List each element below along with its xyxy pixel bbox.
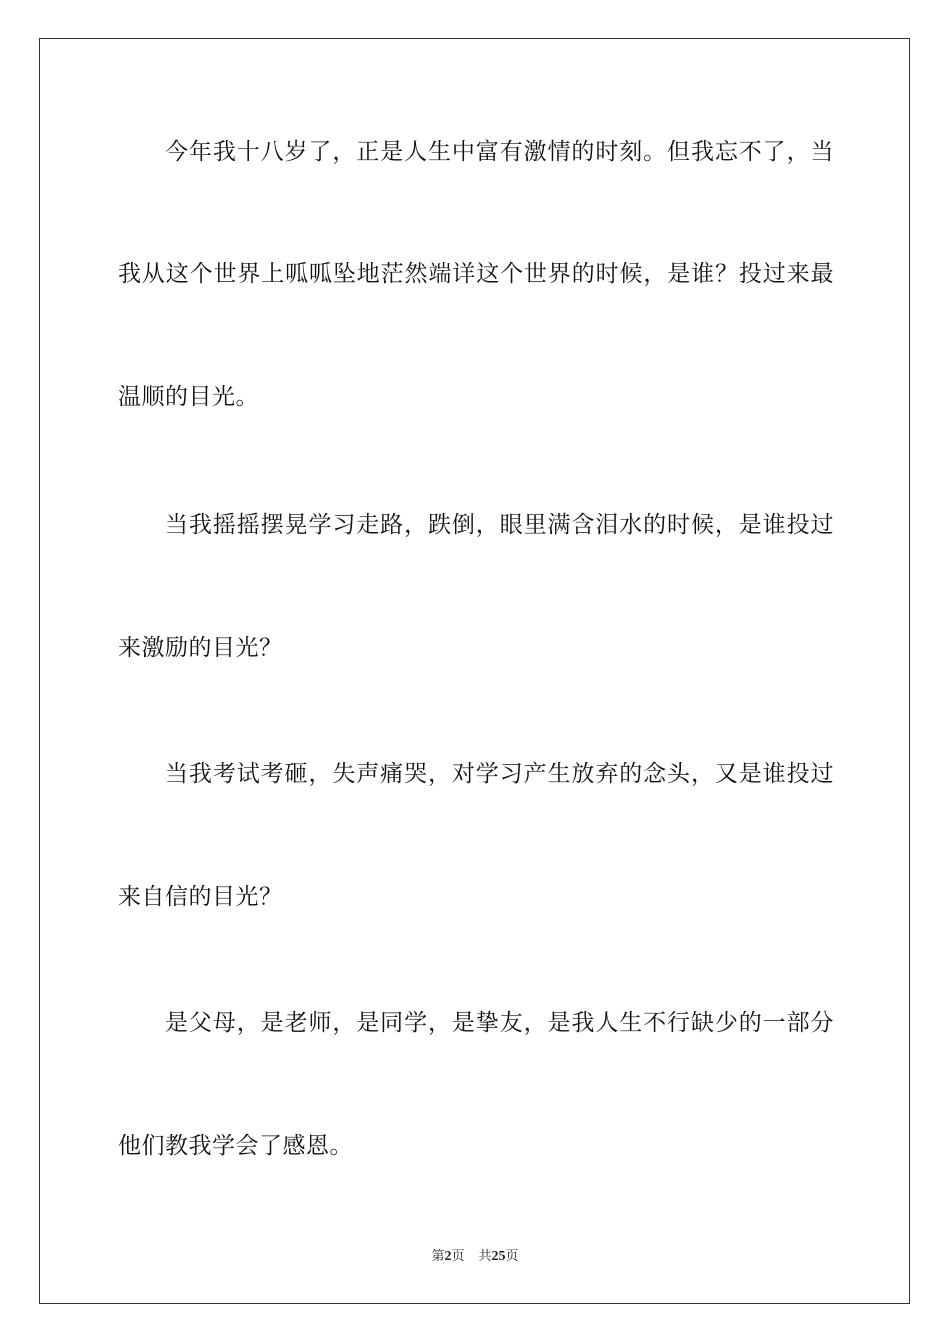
- paragraph-4-line-1: 是父母，是老师，是同学，是挚友，是我人生不行缺少的一部分: [165, 1010, 834, 1036]
- footer-total-suffix: 页: [505, 1249, 519, 1264]
- paragraph-1-line-1: 今年我十八岁了，正是人生中富有激情的时刻。但我忘不了，当: [165, 139, 834, 165]
- page-footer: [0, 1248, 950, 1266]
- footer-total-pages: 25: [491, 1249, 506, 1264]
- paragraph-1-line-2: 我从这个世界上呱呱坠地茫然端详这个世界的时候，是谁？投过来最: [118, 261, 834, 287]
- paragraph-2-line-1: 当我摇摇摆晃学习走路，跌倒，眼里满含泪水的时候，是谁投过: [165, 512, 834, 538]
- page-frame: [39, 38, 910, 1304]
- paragraph-3-line-1: 当我考试考砸，失声痛哭，对学习产生放弃的念头，又是谁投过: [165, 761, 834, 787]
- footer-page-suffix: 页: [451, 1249, 465, 1264]
- paragraph-4-line-2: 他们教我学会了感恩。: [118, 1133, 353, 1159]
- paragraph-1-line-3: 温顺的目光。: [118, 384, 259, 410]
- paragraph-2-line-2: 来激励的目光？: [118, 635, 283, 661]
- footer-page-number: 2: [444, 1249, 452, 1264]
- footer-total-prefix: 共: [478, 1249, 492, 1264]
- paragraph-3-line-2: 来自信的目光？: [118, 884, 283, 910]
- footer-page-prefix: 第: [431, 1249, 445, 1264]
